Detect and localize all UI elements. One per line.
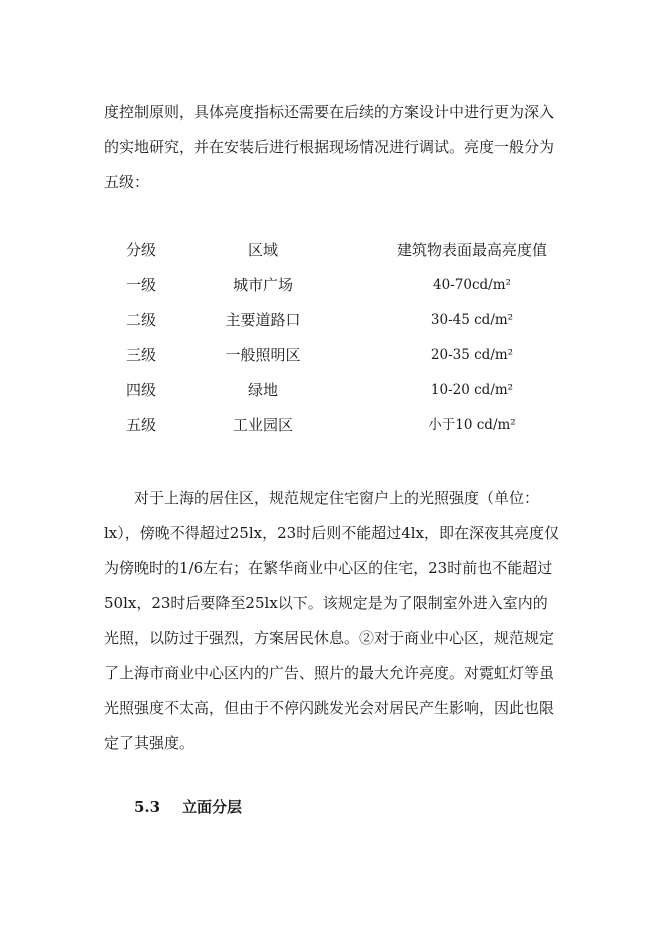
body-paragraph [104,481,574,761]
row-value: 40-70cd/m² [433,277,511,293]
brightness-table [126,233,576,443]
row-area: 主要道路口 [225,311,301,329]
row-level: 三级 [126,346,157,364]
table-row [126,373,576,408]
section-title: 立面分层 [182,798,243,816]
table-row [126,268,576,303]
header-level: 分级 [126,241,157,259]
section-number: 5.3 [134,798,161,816]
intro-line: 的实地研究，并在安装后进行根据现场情况进行调试。亮度一般分为 [104,138,555,156]
body-line: 光照强度不太高，但由于不停闪跳发光会对居民产生影响，因此也限 [104,699,555,717]
row-area: 工业园区 [232,416,293,434]
header-area: 区域 [247,241,278,259]
intro-line: 五级： [104,173,150,191]
row-value: 10-20 cd/m² [430,382,514,398]
row-level: 二级 [126,311,157,329]
table-row [126,338,576,373]
body-line: lx），傍晚不得超过25lx，23时后则不能超过4lx，即在深夜其亮度仅 [104,524,559,542]
row-level: 五级 [126,416,157,434]
header-value: 建筑物表面最高亮度值 [396,241,547,259]
row-value: 小于10 cd/m² [428,417,516,433]
body-line: 50lx，23时后要降至25lx以下。该规定是为了限制室外进入室内的 [104,594,548,612]
row-level: 四级 [126,381,157,399]
row-value: 30-45 cd/m² [430,312,514,328]
body-line: 对于上海的居住区，规范规定住宅窗户上的光照强度（单位： [104,489,540,507]
row-area: 绿地 [247,381,278,399]
row-area: 一般照明区 [225,346,301,364]
section-heading [134,790,242,825]
body-line: 了上海市商业中心区内的广告、照片的最大允许亮度。对霓虹灯等虽 [104,664,555,682]
row-value: 20-35 cd/m² [430,347,514,363]
row-area: 城市广场 [232,276,293,294]
table-row [126,408,576,443]
body-line: 为傍晚时的1/6左右；在繁华商业中心区的住宅，23时前也不能超过 [104,559,553,577]
table-row [126,303,576,338]
intro-paragraph [104,95,574,200]
row-level: 一级 [126,276,157,294]
body-line: 定了其强度。 [104,734,195,752]
body-line: 光照，以防过于强烈，方案居民休息。②对于商业中心区，规范规定 [104,629,555,647]
intro-line: 度控制原则，具体亮度指标还需要在后续的方案设计中进行更为深入 [104,103,555,121]
table-header-row [126,233,576,268]
